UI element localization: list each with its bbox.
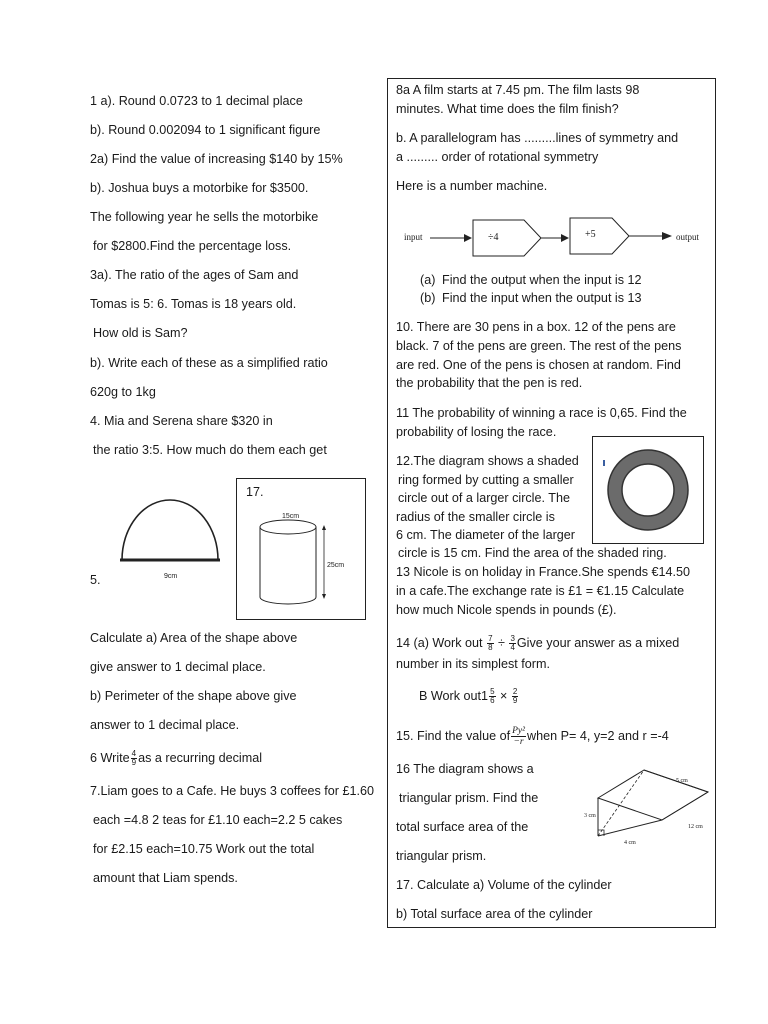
q14b-fraction1: [489, 688, 495, 705]
q9b-tag: (b): [420, 291, 436, 305]
q14b-f1-num: 5: [490, 687, 495, 697]
q5b-line1: b) Perimeter of the shape above give: [90, 689, 297, 703]
q10-line3: are red. One of the pens is chosen at random. Find: [396, 358, 681, 372]
q6-fraction: [131, 750, 137, 767]
q16-line4: triangular prism.: [396, 849, 487, 863]
q1a-text: 1 a). Round 0.0723 to 1 decimal place: [90, 94, 303, 108]
q5a-line1: Calculate a) Area of the shape above: [90, 631, 298, 645]
q12-line4: radius of the smaller circle is: [396, 510, 555, 524]
q4-line1: 4. Mia and Serena share $320 in: [90, 414, 273, 428]
q14b-line: [419, 683, 519, 709]
q14a-f2-num: 3: [510, 634, 515, 644]
semicircle-dim-label: 9cm: [164, 573, 178, 580]
q14a-post: Give your answer as a mixed: [516, 636, 680, 650]
q17b-text: b) Total surface area of the cylinder: [396, 907, 593, 921]
q15-num: Py²: [512, 726, 525, 737]
q14a-pre: 14 (a) Work out: [396, 636, 483, 650]
q7-line4: amount that Liam spends.: [93, 871, 238, 885]
machine-op2: +5: [585, 229, 596, 240]
q6-num: 4: [131, 749, 137, 759]
prism-base-dim: 4 cm: [624, 840, 636, 846]
q15-den: −r: [513, 737, 524, 748]
q12-line3: circle out of a larger circle. The: [398, 491, 570, 505]
q14b-fraction2: [512, 688, 518, 705]
q8b-line2: a ......... order of rotational symmetry: [396, 150, 599, 164]
q3b-line2: 620g to 1kg: [90, 385, 156, 399]
q3a-line2: Tomas is 5: 6. Tomas is 18 years old.: [90, 297, 297, 311]
q14a-fraction1: [487, 635, 493, 652]
q5b-line2: answer to 1 decimal place.: [90, 718, 240, 732]
ring-diagram: [594, 438, 702, 542]
q14a-f1-num: 7: [488, 634, 493, 644]
cylinder-diagram: [254, 510, 354, 610]
q14b-f2-num: 2: [512, 687, 518, 697]
q14b-pre: B Work out1: [419, 689, 489, 703]
q3a-line3: How old is Sam?: [93, 326, 188, 340]
machine-input-label: input: [404, 232, 423, 242]
q14b-f1-den: 6: [490, 696, 495, 706]
q14a-line2: number in its simplest form.: [396, 657, 550, 671]
q14a-line1: [396, 630, 679, 656]
machine-op1: ÷4: [488, 232, 499, 243]
q3b-line1: b). Write each of these as a simplified ratio: [90, 356, 328, 370]
q13-line1: 13 Nicole is on holiday in France.She spends €14.50: [396, 565, 691, 579]
q6-post: as a recurring decimal: [138, 751, 263, 765]
q12-line2: ring formed by cutting a smaller: [398, 473, 574, 487]
q14a-fraction2: [509, 635, 515, 652]
q14b-operator: ×: [500, 689, 508, 703]
q8b-line1: b. A parallelogram has .........lines of symmetry and: [396, 131, 679, 145]
q14a-f1-den: 8: [488, 643, 493, 653]
q4-line2: the ratio 3:5. How much do them each get: [93, 443, 327, 457]
q2a-text: 2a) Find the value of increasing $140 by 15%: [90, 152, 343, 166]
prism-length-dim: 12 cm: [688, 824, 703, 830]
q10-line2: black. 7 of the pens are green. The rest of the pens: [396, 339, 682, 353]
q14a-operator: ÷: [498, 636, 505, 650]
q6-text: [90, 745, 262, 771]
q15-pre: 15. Find the value of: [396, 729, 511, 743]
q8a-line2: minutes. What time does the film finish?: [396, 102, 619, 116]
q7-line1: 7.Liam goes to a Cafe. He buys 3 coffees for £1.60: [90, 784, 374, 798]
q16-line2: triangular prism. Find the: [399, 791, 539, 805]
q2b-line1: b). Joshua buys a motorbike for $3500.: [90, 181, 309, 195]
cylinder-height-dim: 25cm: [327, 562, 345, 569]
q11-line1: 11 The probability of winning a race is 0,65. Find the: [396, 406, 687, 420]
q13-line3: how much Nicole spends in pounds (£).: [396, 603, 617, 617]
cylinder-box-label: 17.: [246, 485, 264, 499]
q5-label: 5.: [90, 573, 101, 587]
q14b-f2-den: 9: [512, 696, 518, 706]
q9b-text: Find the input when the output is 13: [442, 291, 642, 305]
q12-line5: 6 cm. The diameter of the larger: [396, 528, 575, 542]
q9-intro: Here is a number machine.: [396, 179, 548, 193]
q6-pre: 6 Write: [90, 751, 130, 765]
q16-line3: total surface area of the: [396, 820, 529, 834]
number-machine-diagram: [400, 212, 706, 260]
q2b-line2: The following year he sells the motorbike: [90, 210, 319, 224]
q3a-line1: 3a). The ratio of the ages of Sam and: [90, 268, 299, 282]
q12-line6: circle is 15 cm. Find the area of the shaded ring.: [398, 546, 667, 560]
q14a-f2-den: 4: [510, 643, 515, 653]
q17a-text: 17. Calculate a) Volume of the cylinder: [396, 878, 612, 892]
q2b-line3: for $2800.Find the percentage loss.: [93, 239, 292, 253]
q5a-line2: give answer to 1 decimal place.: [90, 660, 266, 674]
q10-line4: the probability that the pen is red.: [396, 376, 583, 390]
q11-line2: probability of losing the race.: [396, 425, 557, 439]
q6-den: 9: [131, 758, 137, 768]
q15-fraction: [511, 726, 526, 747]
q15-post: when P= 4, y=2 and r =-4: [527, 729, 669, 743]
q7-line3: for £2.15 each=10.75 Work out the total: [93, 842, 315, 856]
q15-line: [396, 722, 669, 750]
machine-output-label: output: [676, 232, 700, 242]
q8a-line1: 8a A film starts at 7.45 pm. The film lasts 98: [396, 83, 640, 97]
q10-line1: 10. There are 30 pens in a box. 12 of the pens are: [396, 320, 676, 334]
q9a-text: Find the output when the input is 12: [442, 273, 642, 287]
triangular-prism-diagram: [592, 764, 714, 846]
q12-line1: 12.The diagram shows a shaded: [396, 454, 579, 468]
q13-line2: in a cafe.The exchange rate is £1 = €1.15 Calculate: [396, 584, 685, 598]
prism-top-dim: 5 cm: [676, 778, 688, 784]
q7-line2: each =4.8 2 teas for £1.10 each=2.2 5 cakes: [93, 813, 343, 827]
q9a-tag: (a): [420, 273, 436, 287]
q1b-text: b). Round 0.002094 to 1 significant figure: [90, 123, 321, 137]
q16-line1: 16 The diagram shows a: [396, 762, 534, 776]
cylinder-top-dim: 15cm: [282, 513, 300, 520]
prism-side-dim: 3 cm: [584, 813, 596, 819]
